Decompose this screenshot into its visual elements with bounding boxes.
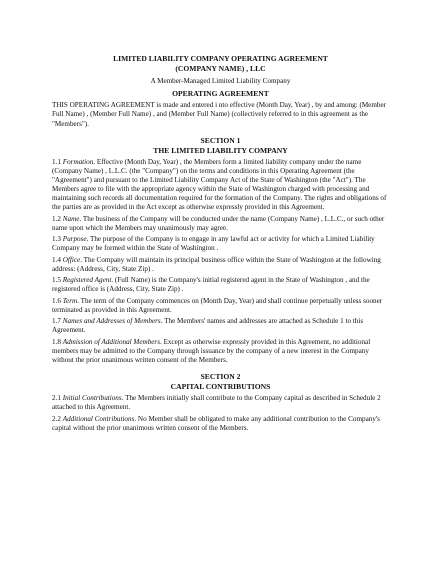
paragraph-text: . The term of the Company commences on (Month Day, Year) and shall continue perpetually unless sooner terminated as provided in this Agreement. (52, 296, 383, 314)
paragraph-label: Admission of Additional Members (62, 337, 160, 346)
paragraph-number: 1.4 (52, 255, 61, 264)
paragraph-text: . The business of the Company will be conducted under the name (Company Name) , L.L.C., or such other name upon which the Members may unanimously may agree. (52, 214, 385, 232)
paragraph-label: Name (62, 214, 80, 223)
paragraph-2-2 (52, 415, 389, 433)
paragraph-1-5 (52, 276, 389, 294)
paragraph-number: 2.2 (52, 414, 61, 423)
document-title: LIMITED LIABILITY COMPANY OPERATING AGREEMENT (113, 54, 328, 63)
paragraph-text: . The Members initially shall contribute to the Company capital as described in Schedule 2 attached to this Agreement. (52, 394, 381, 412)
paragraph-1-8 (52, 338, 389, 365)
paragraph-number: 1.6 (52, 296, 61, 305)
paragraph-1-1 (52, 158, 389, 212)
section-2-heading (52, 372, 389, 392)
paragraph-label: Formation (62, 157, 94, 166)
paragraph-number: 1.7 (52, 317, 61, 326)
paragraph-text: . Effective (Month Day, Year) , the Members form a limited liability company under the name (Company Name) , L.L.C. (the "Company") on the terms and conditions in this Operating Agreement (the "Agreement") and pursuant to the Limited Liability Company Act of the State of Washington (the "Act"). The Members agree to file with the appropriate agency within the State of Washington charged with processing and maintaining such records all documentation required for the formation of the Company. The rights and obligations of the parties are as provided in the Act except as otherwise expressly provided in this Agreement. (52, 157, 387, 212)
paragraph-number: 2.1 (52, 394, 61, 403)
paragraph-label: Names and Addresses of Members (62, 317, 161, 326)
paragraph-number: 1.1 (52, 157, 61, 166)
paragraph-number: 1.5 (52, 276, 61, 285)
section-2-title: CAPITAL CONTRIBUTIONS (170, 381, 271, 391)
section-1-title: THE LIMITED LIABILITY COMPANY (153, 145, 288, 155)
paragraph-text: . The Members' names and addresses are attached as Schedule 1 to this Agreement. (52, 317, 364, 335)
paragraph-text: . The Company will maintain its principal business office within the State of Washington at the following address: (Address, City, State Zip) . (52, 255, 381, 273)
company-name-line: (COMPANY NAME) , LLC (175, 64, 266, 74)
paragraph-label: Office (62, 255, 81, 264)
paragraph-text: . (Full Name) is the Company's initial registered agent in the State of Washington , and the registered office is (Address, City, State Zip) . (52, 276, 370, 294)
paragraph-1-2 (52, 215, 389, 233)
paragraph-number: 1.8 (52, 337, 61, 346)
paragraph-1-7 (52, 317, 389, 335)
paragraph-label: Additional Contributions (62, 414, 135, 423)
intro-paragraph: THIS OPERATING AGREEMENT is made and entered i nto effective (Month Day, Year) , by and among: (Member Full Name) , (Member Full Name) , and (Member Full Name) (collectively referred to in this agreement as the "Members"). (52, 101, 387, 128)
paragraph-1-3 (52, 235, 389, 253)
paragraph-text: . The purpose of the Company is to engage in any lawful act or activity for which a Limited Liability Company may be formed within the State of Washington . (52, 235, 375, 253)
paragraph-text: . No Member shall be obligated to make any additional contribution to the Company's capital without the prior unanimous written consent of the Members. (52, 414, 380, 432)
paragraph-1-4 (52, 256, 389, 274)
paragraph-number: 1.2 (52, 214, 61, 223)
paragraph-label: Term (62, 296, 78, 305)
document-subtitle: A Member-Managed Limited Liability Company (150, 77, 291, 86)
agreement-heading: OPERATING AGREEMENT (172, 89, 269, 99)
paragraph-text: . Except as otherwise expressly provided in this Agreement, no additional members may be admitted to the Company through issuance by the company of a new interest in the Company without the prior unanimous written consent of the Members. (52, 337, 371, 364)
paragraph-label: Initial Contributions (62, 394, 122, 403)
section-1-number: SECTION 1 (200, 135, 241, 145)
paragraph-number: 1.3 (52, 235, 61, 244)
paragraph-1-6 (52, 297, 389, 315)
section-2-number: SECTION 2 (200, 371, 241, 381)
section-1-heading (52, 136, 389, 156)
paragraph-2-1 (52, 394, 389, 412)
paragraph-label: Registered Agent (62, 276, 112, 285)
paragraph-label: Purpose (62, 235, 87, 244)
